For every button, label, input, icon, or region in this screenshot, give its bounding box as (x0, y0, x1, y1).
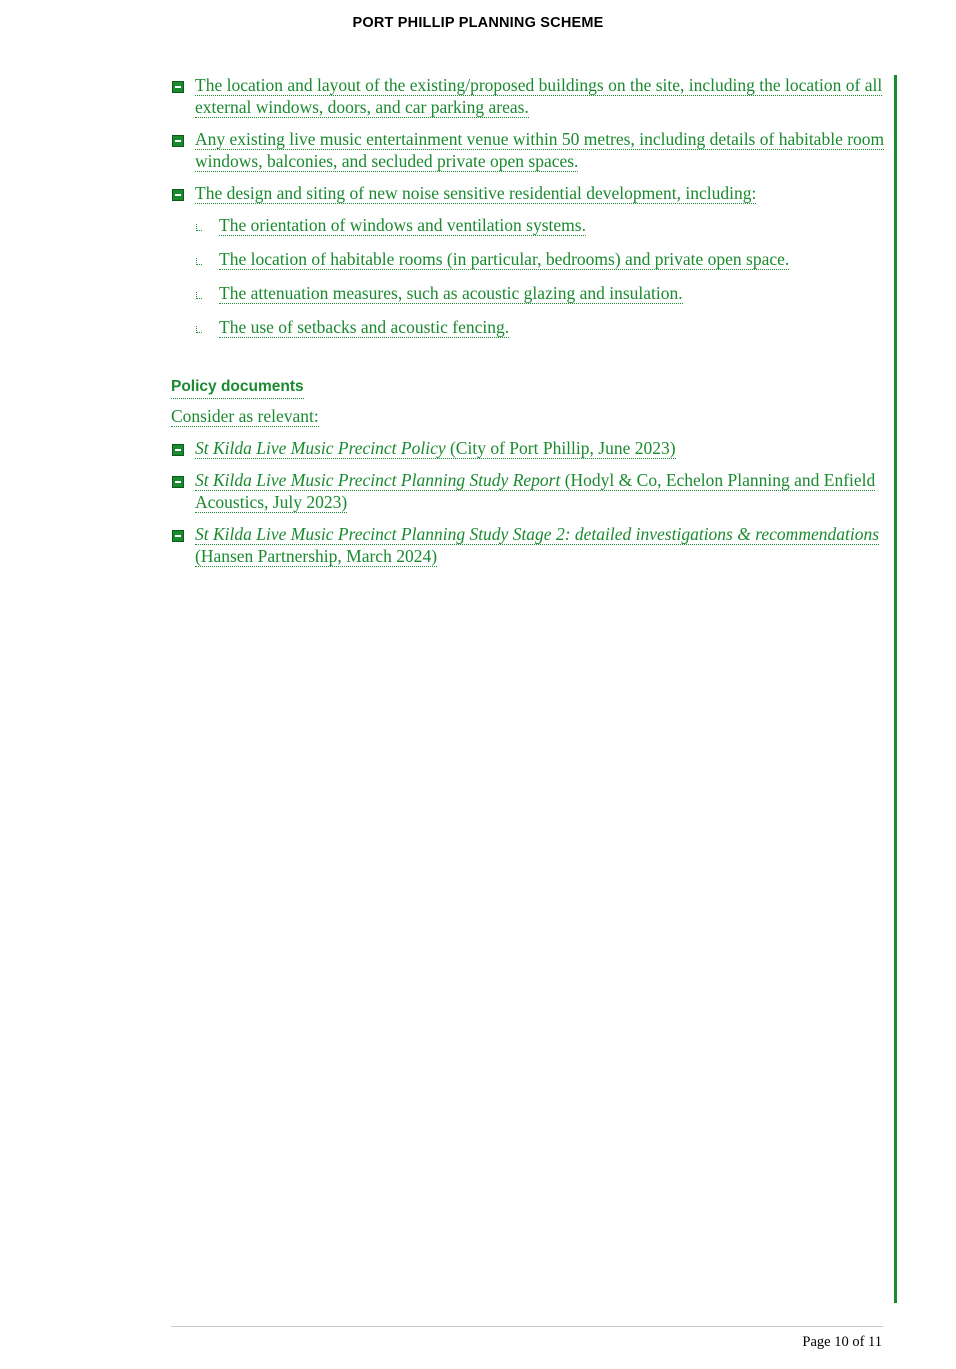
policy-document-item (171, 469, 886, 513)
sub-list-item-text: The orientation of windows and ventilation systems. (219, 215, 586, 235)
policy-document-title: St Kilda Live Music Precinct Planning Study Report (195, 470, 561, 490)
sub-bullet-icon (196, 292, 202, 299)
policy-document-item (171, 523, 886, 567)
list-item-text: Any existing live music entertainment venue within 50 metres, including details of habitable room windows, balconies, and secluded private open spaces. (195, 129, 885, 171)
square-bullet-icon (172, 135, 184, 147)
square-bullet-icon (172, 444, 184, 456)
page-number: Page 10 of 11 (802, 1334, 882, 1350)
list-item (171, 74, 886, 118)
policy-document-source: (Hansen Partnership, March 2024) (195, 546, 438, 566)
sub-list-item (171, 282, 886, 304)
policy-intro-text: Consider as relevant: (171, 406, 319, 426)
policy-document-source: (City of Port Phillip, June 2023) (445, 438, 676, 458)
policy-documents-heading: Policy documents (171, 376, 304, 399)
sub-list-item-text: The use of setbacks and acoustic fencing. (219, 317, 510, 337)
policy-document-source: (Hodyl & Co, Echelon Planning and Enfield Acoustics, July 2023) (195, 470, 876, 512)
sub-list-item-text: The location of habitable rooms (in particular, bedrooms) and private open space. (219, 249, 790, 269)
list-item-text: The location and layout of the existing/proposed buildings on the site, including the location of all external windows, doors, and car parking areas. (195, 75, 883, 117)
policy-document-title: St Kilda Live Music Precinct Planning Study Stage 2: detailed investigations & recommendations (195, 524, 880, 544)
policy-intro (171, 405, 886, 427)
square-bullet-icon (172, 81, 184, 93)
sub-list-item (171, 214, 886, 236)
page-header-title: PORT PHILLIP PLANNING SCHEME (352, 15, 604, 31)
square-bullet-icon (172, 530, 184, 542)
square-bullet-icon (172, 476, 184, 488)
list-item-text: The design and siting of new noise sensitive residential development, including: (195, 183, 757, 203)
sub-list (171, 214, 886, 338)
sub-list-item (171, 316, 886, 338)
square-bullet-icon (172, 189, 184, 201)
sub-bullet-icon (196, 224, 202, 231)
policy-document-link[interactable] (195, 524, 879, 567)
sub-bullet-icon (196, 326, 202, 333)
sub-bullet-icon (196, 258, 202, 265)
document-body (171, 74, 886, 577)
policy-document-link[interactable] (195, 470, 875, 513)
policy-document-item (171, 437, 886, 459)
footer-divider (171, 1326, 883, 1327)
policy-document-link[interactable] (195, 438, 676, 459)
policy-document-title: St Kilda Live Music Precinct Policy (195, 438, 446, 458)
amendment-side-rule (894, 75, 897, 1303)
list-item (171, 182, 886, 204)
sub-list-item (171, 248, 886, 270)
list-item (171, 128, 886, 172)
sub-list-item-text: The attenuation measures, such as acoustic glazing and insulation. (219, 283, 683, 303)
